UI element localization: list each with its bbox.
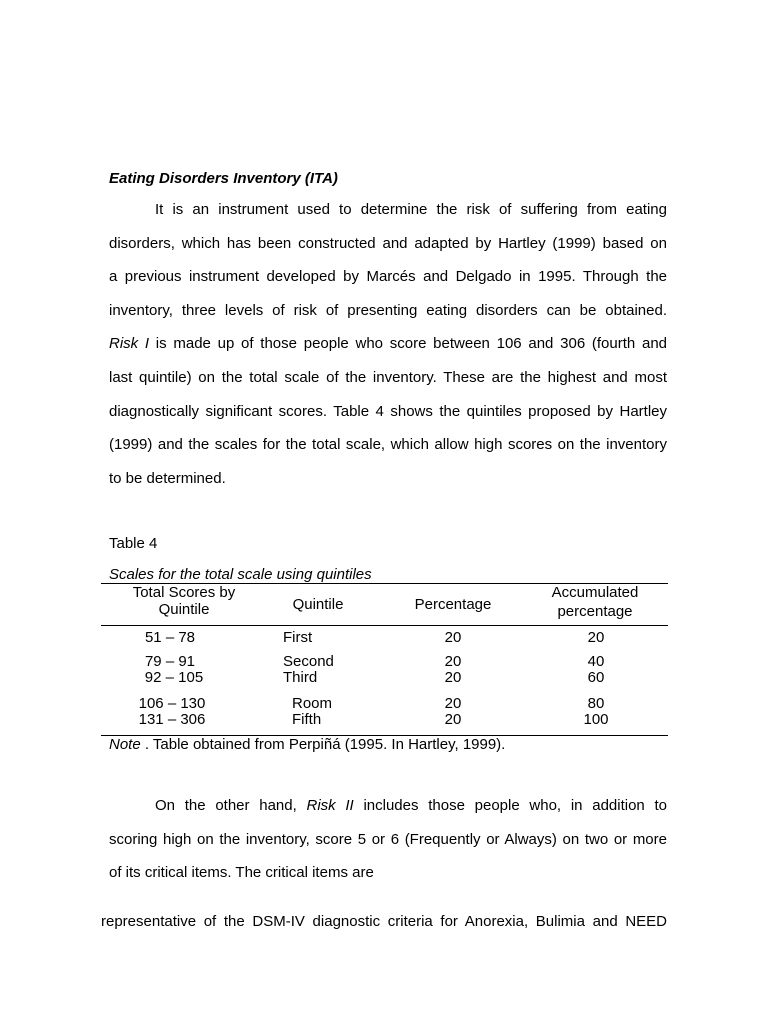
note-text: . Table obtained from Perpiñá (1995. In Hartley, 1999). (140, 736, 506, 753)
cell-scores: 51 – 78 (144, 629, 196, 646)
header-quintile: Quintile (292, 596, 344, 613)
cell-percentage: 20 (444, 711, 462, 728)
paragraph-line: to be determined. (109, 469, 226, 487)
risk-ii-pre: On the other hand, (155, 797, 307, 814)
header-accumulated-line1: Accumulated (551, 584, 639, 601)
header-total-scores (114, 584, 254, 618)
cell-percentage: 20 (444, 669, 462, 686)
risk-i-term: Risk I (109, 335, 150, 353)
header-accumulated (535, 584, 655, 620)
paragraph-line: It is an instrument used to determine the risk of suffering from eating (155, 201, 667, 218)
header-total-scores-line1: Total Scores by (132, 584, 236, 601)
cell-scores: 79 – 91 (144, 653, 196, 670)
cell-scores: 92 – 105 (144, 669, 204, 686)
header-total-scores-line2: Quintile (158, 601, 210, 618)
paragraph-intro (109, 193, 667, 495)
paragraph-risk-ii (109, 789, 667, 890)
cell-accumulated: 100 (583, 711, 609, 728)
cell-scores: 131 – 306 (138, 711, 206, 728)
paragraph-line: inventory, three levels of risk of presenting eating disorders can be obtained. (109, 301, 667, 319)
table-header-rule (101, 625, 668, 626)
cell-quintile: First (283, 629, 313, 646)
paragraph-line: diagnostically significant scores. Table 4 shows the quintiles proposed by Hartley (109, 402, 667, 420)
risk-ii-post: includes those people who, in addition to (353, 797, 668, 814)
cell-accumulated: 40 (587, 653, 605, 670)
paragraph-continuation: representative of the DSM-IV diagnostic criteria for Anorexia, Bulimia and NEED (101, 913, 667, 930)
cell-quintile: Fifth (292, 711, 322, 728)
table-label: Table 4 (109, 535, 158, 552)
section-heading: Eating Disorders Inventory (ITA) (109, 170, 338, 187)
paragraph-line-risk-ii (109, 789, 667, 823)
risk-ii-term: Risk II (306, 797, 354, 814)
note-label: Note (109, 736, 141, 753)
table-note (109, 736, 505, 753)
paragraph-line: disorders, which has been constructed and adapted by Hartley (1999) based on (109, 234, 667, 252)
cell-accumulated: 60 (587, 669, 605, 686)
cell-quintile: Second (283, 653, 334, 670)
cell-accumulated: 80 (587, 695, 605, 712)
paragraph-line: (1999) and the scales for the total scale, which allow high scores on the inventory (109, 436, 667, 454)
paragraph-line-risk-i (109, 327, 667, 361)
cell-percentage: 20 (444, 653, 462, 670)
paragraph-line: last quintile) on the total scale of the inventory. These are the highest and most (109, 368, 667, 386)
paragraph-line: scoring high on the inventory, score 5 or 6 (Frequently or Always) on two or more (109, 830, 667, 848)
header-accumulated-line2: percentage (557, 603, 633, 620)
header-percentage: Percentage (414, 596, 492, 613)
paragraph-line: of its critical items. The critical items are (109, 864, 374, 882)
paragraph-line: a previous instrument developed by Marcés and Delgado in 1995. Through the (109, 268, 667, 286)
table-title: Scales for the total scale using quintiles (109, 566, 372, 583)
cell-accumulated: 20 (587, 629, 605, 646)
risk-i-text: is made up of those people who score between 106 and 306 (fourth and (149, 335, 668, 353)
cell-quintile: Room (292, 695, 333, 712)
cell-percentage: 20 (444, 629, 462, 646)
cell-quintile: Third (283, 669, 318, 686)
cell-scores: 106 – 130 (138, 695, 206, 712)
cell-percentage: 20 (444, 695, 462, 712)
